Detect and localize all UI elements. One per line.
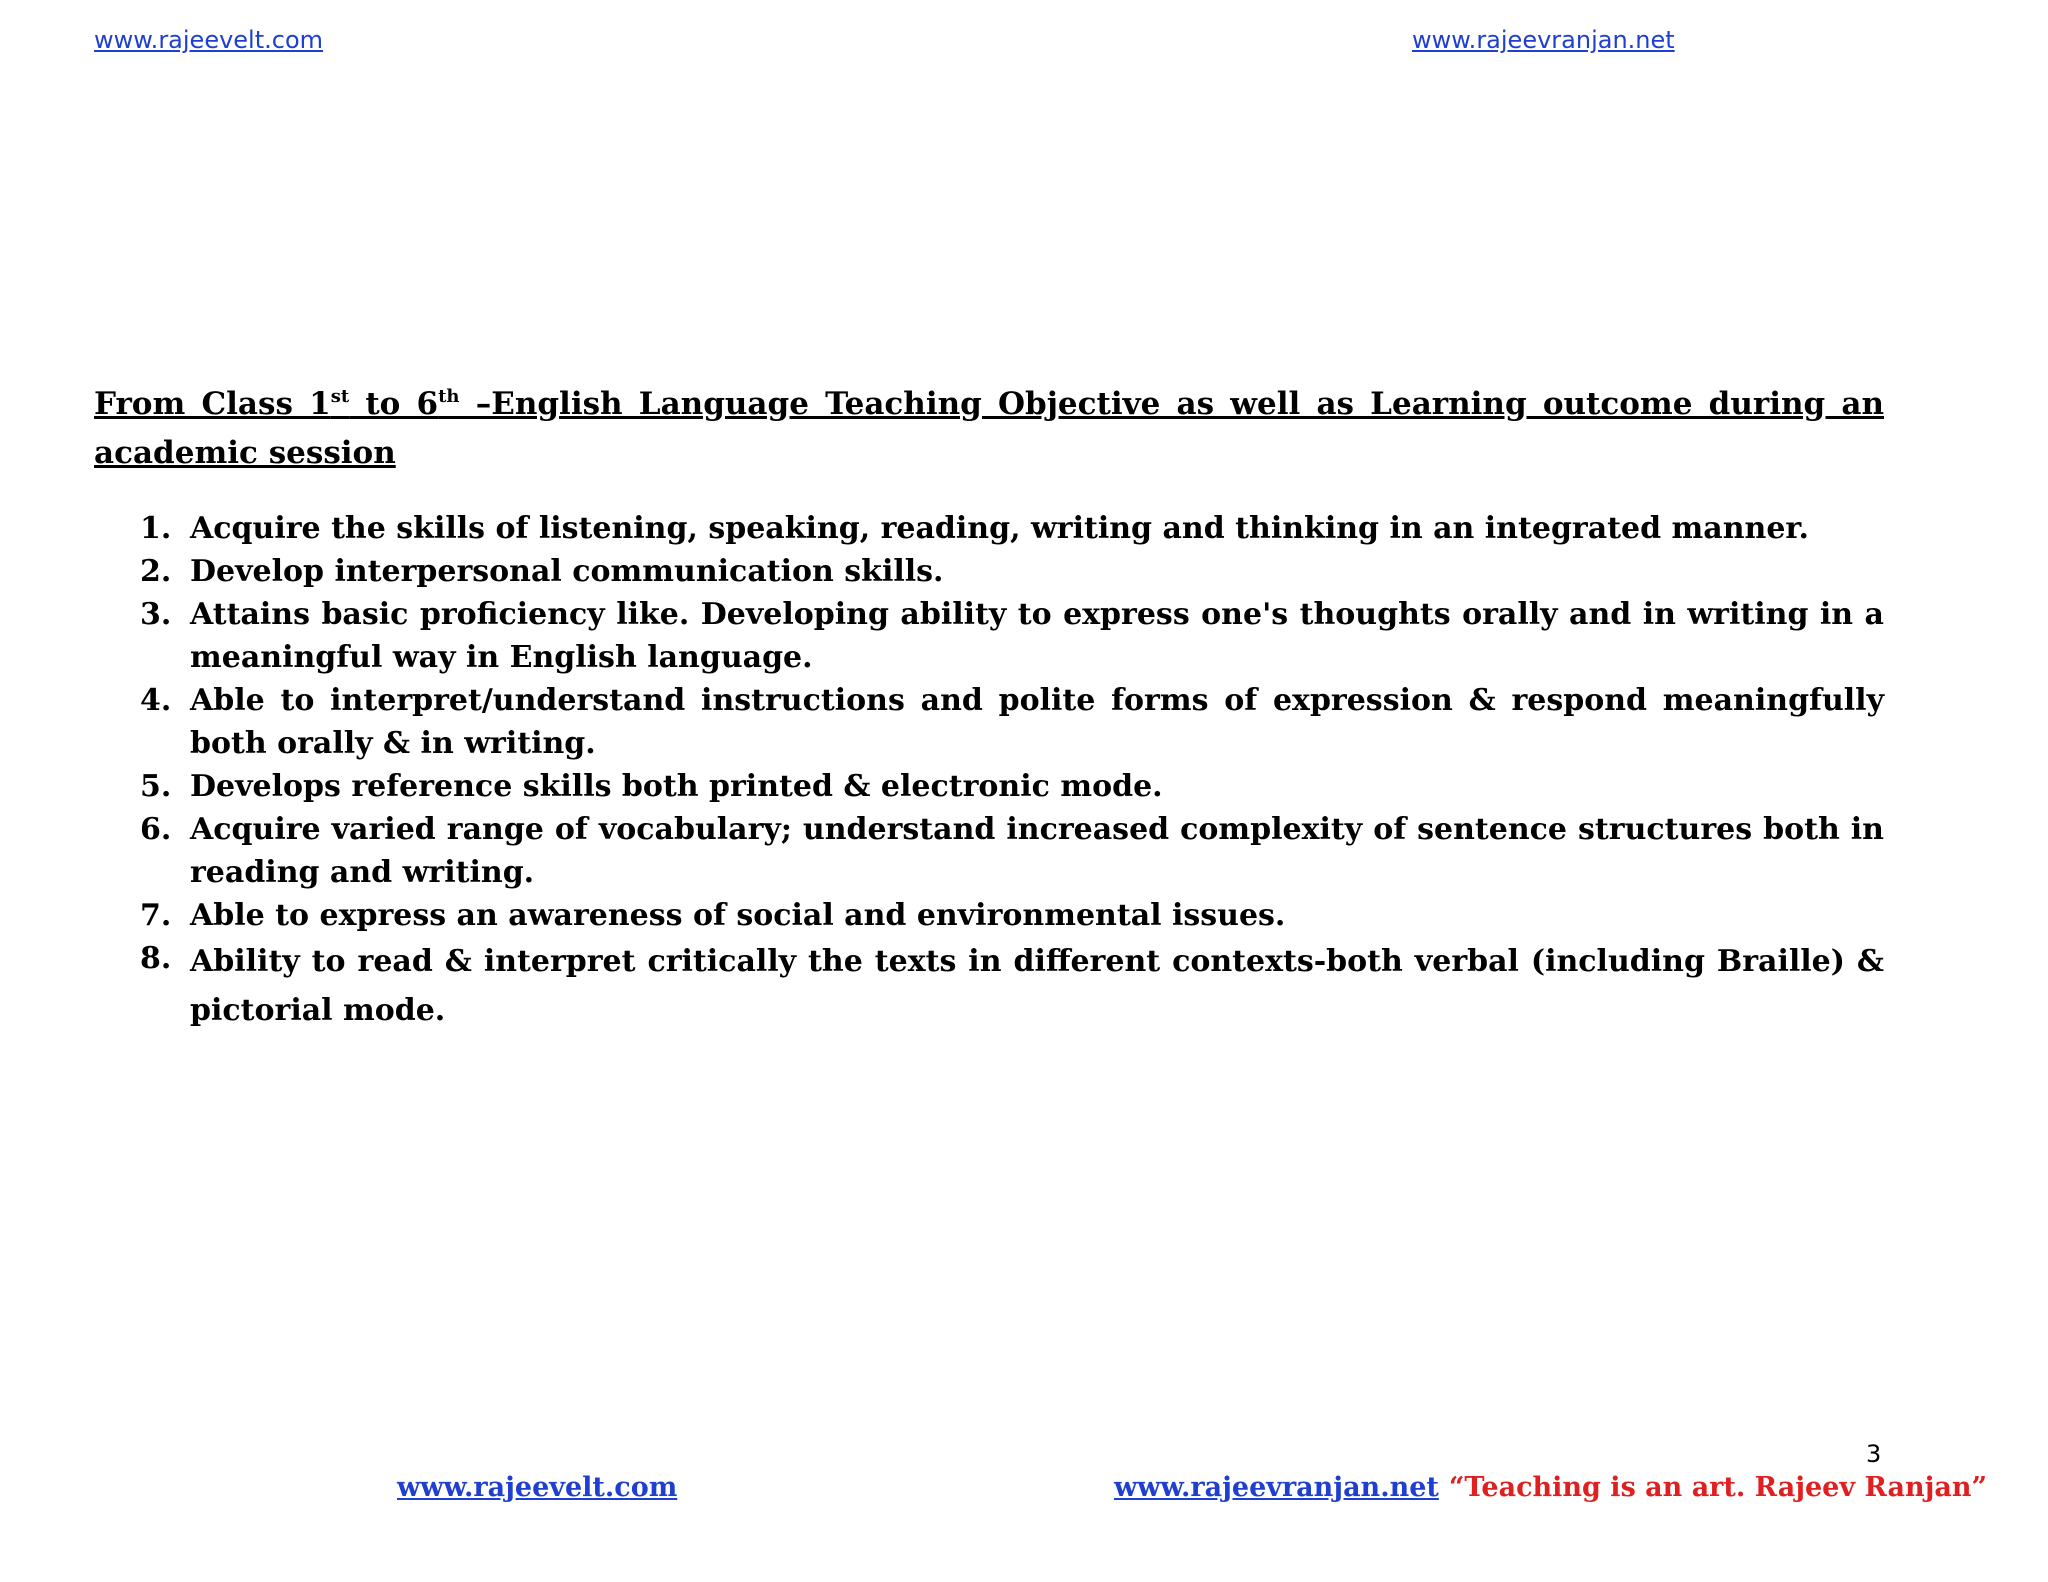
objectives-list — [138, 507, 1884, 1035]
objective-item — [138, 507, 1884, 550]
objective-number: 5. — [140, 769, 172, 804]
objective-text: Develops reference skills both printed & electronic mode. — [190, 769, 1163, 804]
heading-part-3: –English Language Teaching Objective as well as Learning outcome during an — [459, 386, 1885, 422]
page-number: 3 — [1866, 1440, 1882, 1468]
objective-item — [138, 894, 1884, 937]
footer-link-rajeevelt[interactable]: www.rajeevelt.com — [397, 1472, 678, 1503]
objective-number: 6. — [140, 812, 172, 847]
objective-item — [138, 937, 1884, 1035]
objective-text: Acquire varied range of vocabulary; understand increased complexity of sentence structures both in reading and writing. — [190, 812, 1884, 890]
objective-number: 2. — [140, 554, 172, 589]
objective-number: 1. — [140, 511, 172, 546]
objective-item — [138, 550, 1884, 593]
objective-item — [138, 808, 1884, 894]
objective-text: Develop interpersonal communication skills. — [190, 554, 944, 589]
header-link-rajeevelt[interactable]: www.rajeevelt.com — [94, 26, 324, 54]
objective-item — [138, 679, 1884, 765]
objective-number: 8. — [140, 941, 172, 976]
objective-text: Attains basic proficiency like. Developing ability to express one's thoughts orally and in writing in a meaningful way in English language. — [190, 597, 1884, 675]
objective-number: 3. — [140, 597, 172, 632]
objective-number: 4. — [140, 683, 172, 718]
footer-quote: “Teaching is an art. Rajeev Ranjan” — [1448, 1472, 1988, 1503]
footer-left — [397, 1472, 677, 1503]
objective-text: Ability to read & interpret critically the texts in different contexts-both verbal (including Braille) & pictorial mode. — [190, 944, 1884, 1028]
page-heading-line-2: academic session — [94, 435, 396, 471]
footer-right — [1114, 1472, 1987, 1503]
objective-text: Able to express an awareness of social and environmental issues. — [190, 898, 1286, 933]
objective-item — [138, 593, 1884, 679]
heading-superscript-st: st — [330, 386, 350, 407]
heading-part-1: From Class 1 — [94, 386, 331, 422]
objective-text: Acquire the skills of listening, speaking, reading, writing and thinking in an integrated manner. — [190, 511, 1809, 546]
header-link-rajeevranjan[interactable]: www.rajeevranjan.net — [1412, 26, 1675, 54]
objective-text: Able to interpret/understand instructions and polite forms of expression & respond meaningfully both orally & in writing. — [190, 683, 1884, 761]
objective-number: 7. — [140, 898, 172, 933]
objective-item — [138, 765, 1884, 808]
page-heading — [94, 380, 1884, 429]
heading-part-2: to 6 — [349, 386, 439, 422]
heading-superscript-th: th — [438, 386, 460, 407]
footer-link-rajeevranjan[interactable]: www.rajeevranjan.net — [1114, 1472, 1439, 1503]
